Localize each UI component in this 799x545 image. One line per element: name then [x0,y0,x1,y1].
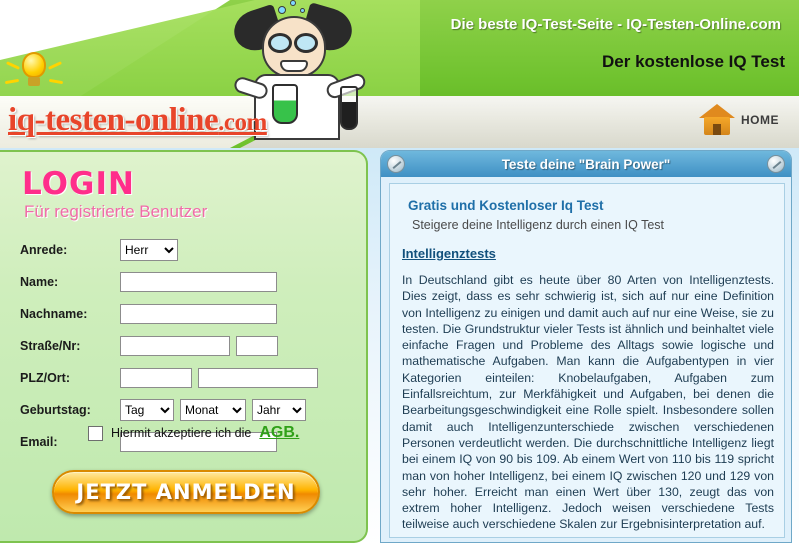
site-header [0,0,799,148]
logo-suffix: .com [218,109,267,136]
nachname-label: Nachname: [20,307,88,321]
agb-label: Hiermit akzeptiere ich die [111,426,252,440]
panel-body-text: In Deutschland gibt es heute über 80 Arten von Intelligenztests. Dies zeigt, dass es sehr schwierig ist, sich auf nur eine Definition von Intelligenz zu einigen und damit auch auf nur eine Weise, sie zu testen. Die Grundstruktur vieler Tests ist ähnlich und beinhaltet viele einfache Fragen und Probleme des Alltags sowie logische und mathematische Aufgaben. Man kann die Aufgabentypen in vier Kategorien einteilen: Knobelaufgaben, Aufgaben zum Einfallsreichtum, zur Merkfähigkeit und Aufgaben, bei denen die Bearbeitungsgeschwindigkeit eine Rolle spielt. Insbesondere sollen damit auch Intelligenzunterschiede zwischen verschiedenen Personen verdeutlicht werden. Die durchschnittliche Intelligenz liegt bei einem IQ von 90 bis 109. Ab einem Wert von 110 bis 119 spricht man von hoher Intelligenz, bei einem IQ zwischen 120 und 129 von sehr hoher. Erreicht man einen Wert über 130, zeugt das von extrem hoher Intelligenz. Jedoch weisen verschiedene Tests teilweise auch verschiedene Skalen zur Ergebnisinterpretation auf. [402,273,774,532]
agb-link[interactable]: AGB. [259,424,300,441]
login-subtitle: Für registrierte Benutzer [24,202,208,221]
panel-content [389,183,785,538]
hausnummer-input[interactable] [236,336,278,356]
plz-input[interactable] [120,368,192,388]
panel-subheading: Steigere deine Intelligenz durch einen IQ Test [412,218,665,232]
panel-title: Teste deine "Brain Power" [501,156,671,172]
agb-checkbox[interactable] [88,426,103,441]
strasse-label: Straße/Nr: [20,339,81,353]
panel-titlebar [381,151,791,177]
panel-screw-left-icon [387,155,405,173]
login-title: LOGIN [22,166,135,202]
brain-power-panel [380,150,792,543]
agb-row [88,424,299,442]
email-label: Email: [20,435,58,449]
form-row-geburtstag [20,394,350,426]
signup-button[interactable] [52,470,320,514]
header-title: Die beste IQ-Test-Seite - IQ-Testen-Online.com [450,16,781,33]
anrede-label: Anrede: [20,243,68,257]
panel-heading: Gratis und Kostenloser Iq Test [408,198,604,213]
nachname-input[interactable] [120,304,277,324]
form-row-nachname [20,298,350,330]
login-panel [0,150,368,543]
geburtstag-monat-select[interactable] [180,399,246,421]
geburtstag-label: Geburtstag: [20,403,91,417]
form-row-name [20,266,350,298]
panel-screw-right-icon [767,155,785,173]
signup-button-label: JETZT ANMELDEN [76,480,296,504]
anrede-select[interactable] [120,239,178,261]
ort-input[interactable] [198,368,318,388]
name-input[interactable] [120,272,277,292]
site-logo[interactable] [8,102,267,139]
form-row-plz [20,362,350,394]
logo-text: iq-testen-online [8,102,219,138]
home-button[interactable] [699,104,779,136]
home-label: HOME [741,113,779,127]
form-row-anrede [20,234,350,266]
strasse-input[interactable] [120,336,230,356]
form-row-strasse [20,330,350,362]
plz-label: PLZ/Ort: [20,371,70,385]
geburtstag-jahr-select[interactable] [252,399,306,421]
lightbulb-icon [6,48,62,104]
geburtstag-tag-select[interactable] [120,399,174,421]
panel-section-title: Intelligenztests [402,246,496,261]
header-subtitle: Der kostenlose IQ Test [602,52,785,71]
name-label: Name: [20,275,59,289]
home-icon [699,104,735,136]
